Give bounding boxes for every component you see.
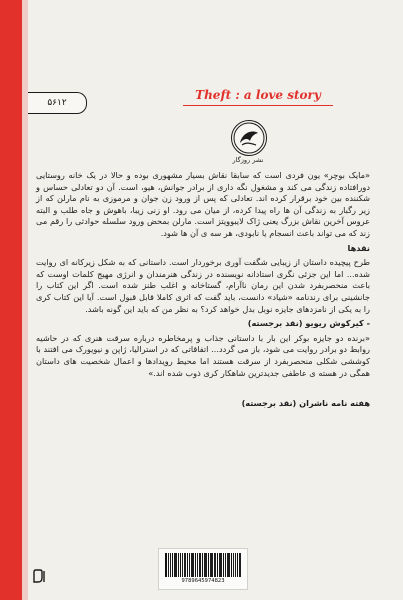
barcode-bar xyxy=(220,553,222,577)
barcode-bar xyxy=(168,553,169,577)
code-tab-text: ۵۶۱۲ xyxy=(47,98,67,108)
barcode-bar xyxy=(239,553,241,577)
review-source-2: هفته نامه ناشران (نقد برجسته) xyxy=(241,398,370,409)
blurb-paragraph-3: «برنده دو جایزه بوکر این بار با داستانی جذاب و پرمخاطره درباره سرقت هنری که در حاشیه روابط دو برادر روایت می شود، باز می گردد... اتفاقاتی که در استرالیا، ژاپن و نیویورک می افتند با کوششی شکلی منحصربفرد از سرقت هستند اما محیط رویدادها و اعمال شخصیت های داستان همگی در هسته ی عاطفی جدیدترین شاهکار کری ذوب شده اند.» xyxy=(36,332,370,378)
blurb-text-block xyxy=(36,170,370,413)
publisher-corner-icon xyxy=(32,568,48,584)
title-underline xyxy=(183,105,333,106)
barcode-bar xyxy=(165,553,167,577)
barcode-bar xyxy=(170,553,171,577)
barcode-bar xyxy=(208,553,209,577)
publisher-name: نشر روزگار xyxy=(232,156,264,164)
barcode-bar xyxy=(191,553,194,577)
publisher-logo-icon xyxy=(231,120,267,156)
barcode-bar xyxy=(210,553,213,577)
barcode-bar xyxy=(205,553,207,577)
barcode-bars xyxy=(165,553,241,577)
barcode-bar xyxy=(187,553,189,577)
barcode-bar xyxy=(197,553,198,577)
barcode-bar xyxy=(172,553,174,577)
barcode-bar xyxy=(237,553,238,577)
barcode-bar xyxy=(178,553,179,577)
barcode-bar xyxy=(227,553,230,577)
barcode-bar xyxy=(202,553,203,577)
blurb-paragraph-1: «مایک‌ بوچر» یون فردی است که سابقا نقاش بسیار مشهوری بوده و حالا در یک خانه روستایی دورافتاده زندگی می کند و مشغول نگه داری از برادر جوانش، هیو، است. آن دو تعادلی حساس و شکننده بین خود برقرار کرده اند. تعادلی که پس از ورود زن جوان و مرموزی به نام مارلن که از زیر رگبار به زندگی آن ها راه پیدا کرده، از میان می رود. او زنی زیبا، باهوش و جاه طلب و البته عروس آخرین نقاش بزرگ یعنی ژاک لایبوویتز است. مارلن بمحض ورود سلسله حوادثی را رقم می زند که می تواند باعث انسجام یا نابودی، هر سه ی آن ها شود. xyxy=(36,170,370,238)
red-spine-band xyxy=(0,0,22,600)
barcode-bar xyxy=(184,553,186,577)
book-title: Theft : a love story xyxy=(195,88,321,102)
red-band-shadow xyxy=(22,0,28,600)
barcode-bar xyxy=(174,553,177,577)
barcode-bar xyxy=(180,553,181,577)
barcode-bar xyxy=(219,553,220,577)
barcode-bar xyxy=(233,553,235,577)
barcode-bar xyxy=(204,553,205,577)
barcode-bar xyxy=(235,553,236,577)
barcode xyxy=(158,548,248,590)
barcode-bar xyxy=(189,553,190,577)
barcode-bar xyxy=(214,553,216,577)
barcode-bar xyxy=(199,553,201,577)
barcode-bar xyxy=(195,553,196,577)
barcode-bar xyxy=(225,553,226,577)
barcode-bar xyxy=(231,553,232,577)
barcode-bar xyxy=(217,553,218,577)
review-source-1: - کیرکوش ریویو (نقد برجسته) xyxy=(247,318,370,329)
blurb-paragraph-2: طرح پیچیده داستان از زیبایی شگفت آوری برخوردار است. داستانی که به شکل زیرکانه ای روایت شده... اما این جزئی نگری استادانه نویسنده در زندگی هنرمندان و انرژی مهیج کلمات اوست که باعث منحصربفرد شدن این رمان ناآرام، گستاخانه و اغلب طنز شده است. اگر این کتاب را جانشینی برای رندنامه «شیاد» دانست، باید گفت که اثری کاملا قابل قبول است. آیا این کتاب کری را به یکی از نامزدهای جایزه نوبل بدل خواهد کرد؟ به نظر من که باید این گونه باشد. xyxy=(36,257,370,314)
isbn-number: 9789645974823 xyxy=(181,578,225,584)
barcode-bar xyxy=(182,553,183,577)
barcode-bar xyxy=(223,553,224,577)
code-tab xyxy=(28,92,87,114)
reviews-heading: نقدها xyxy=(347,242,370,253)
